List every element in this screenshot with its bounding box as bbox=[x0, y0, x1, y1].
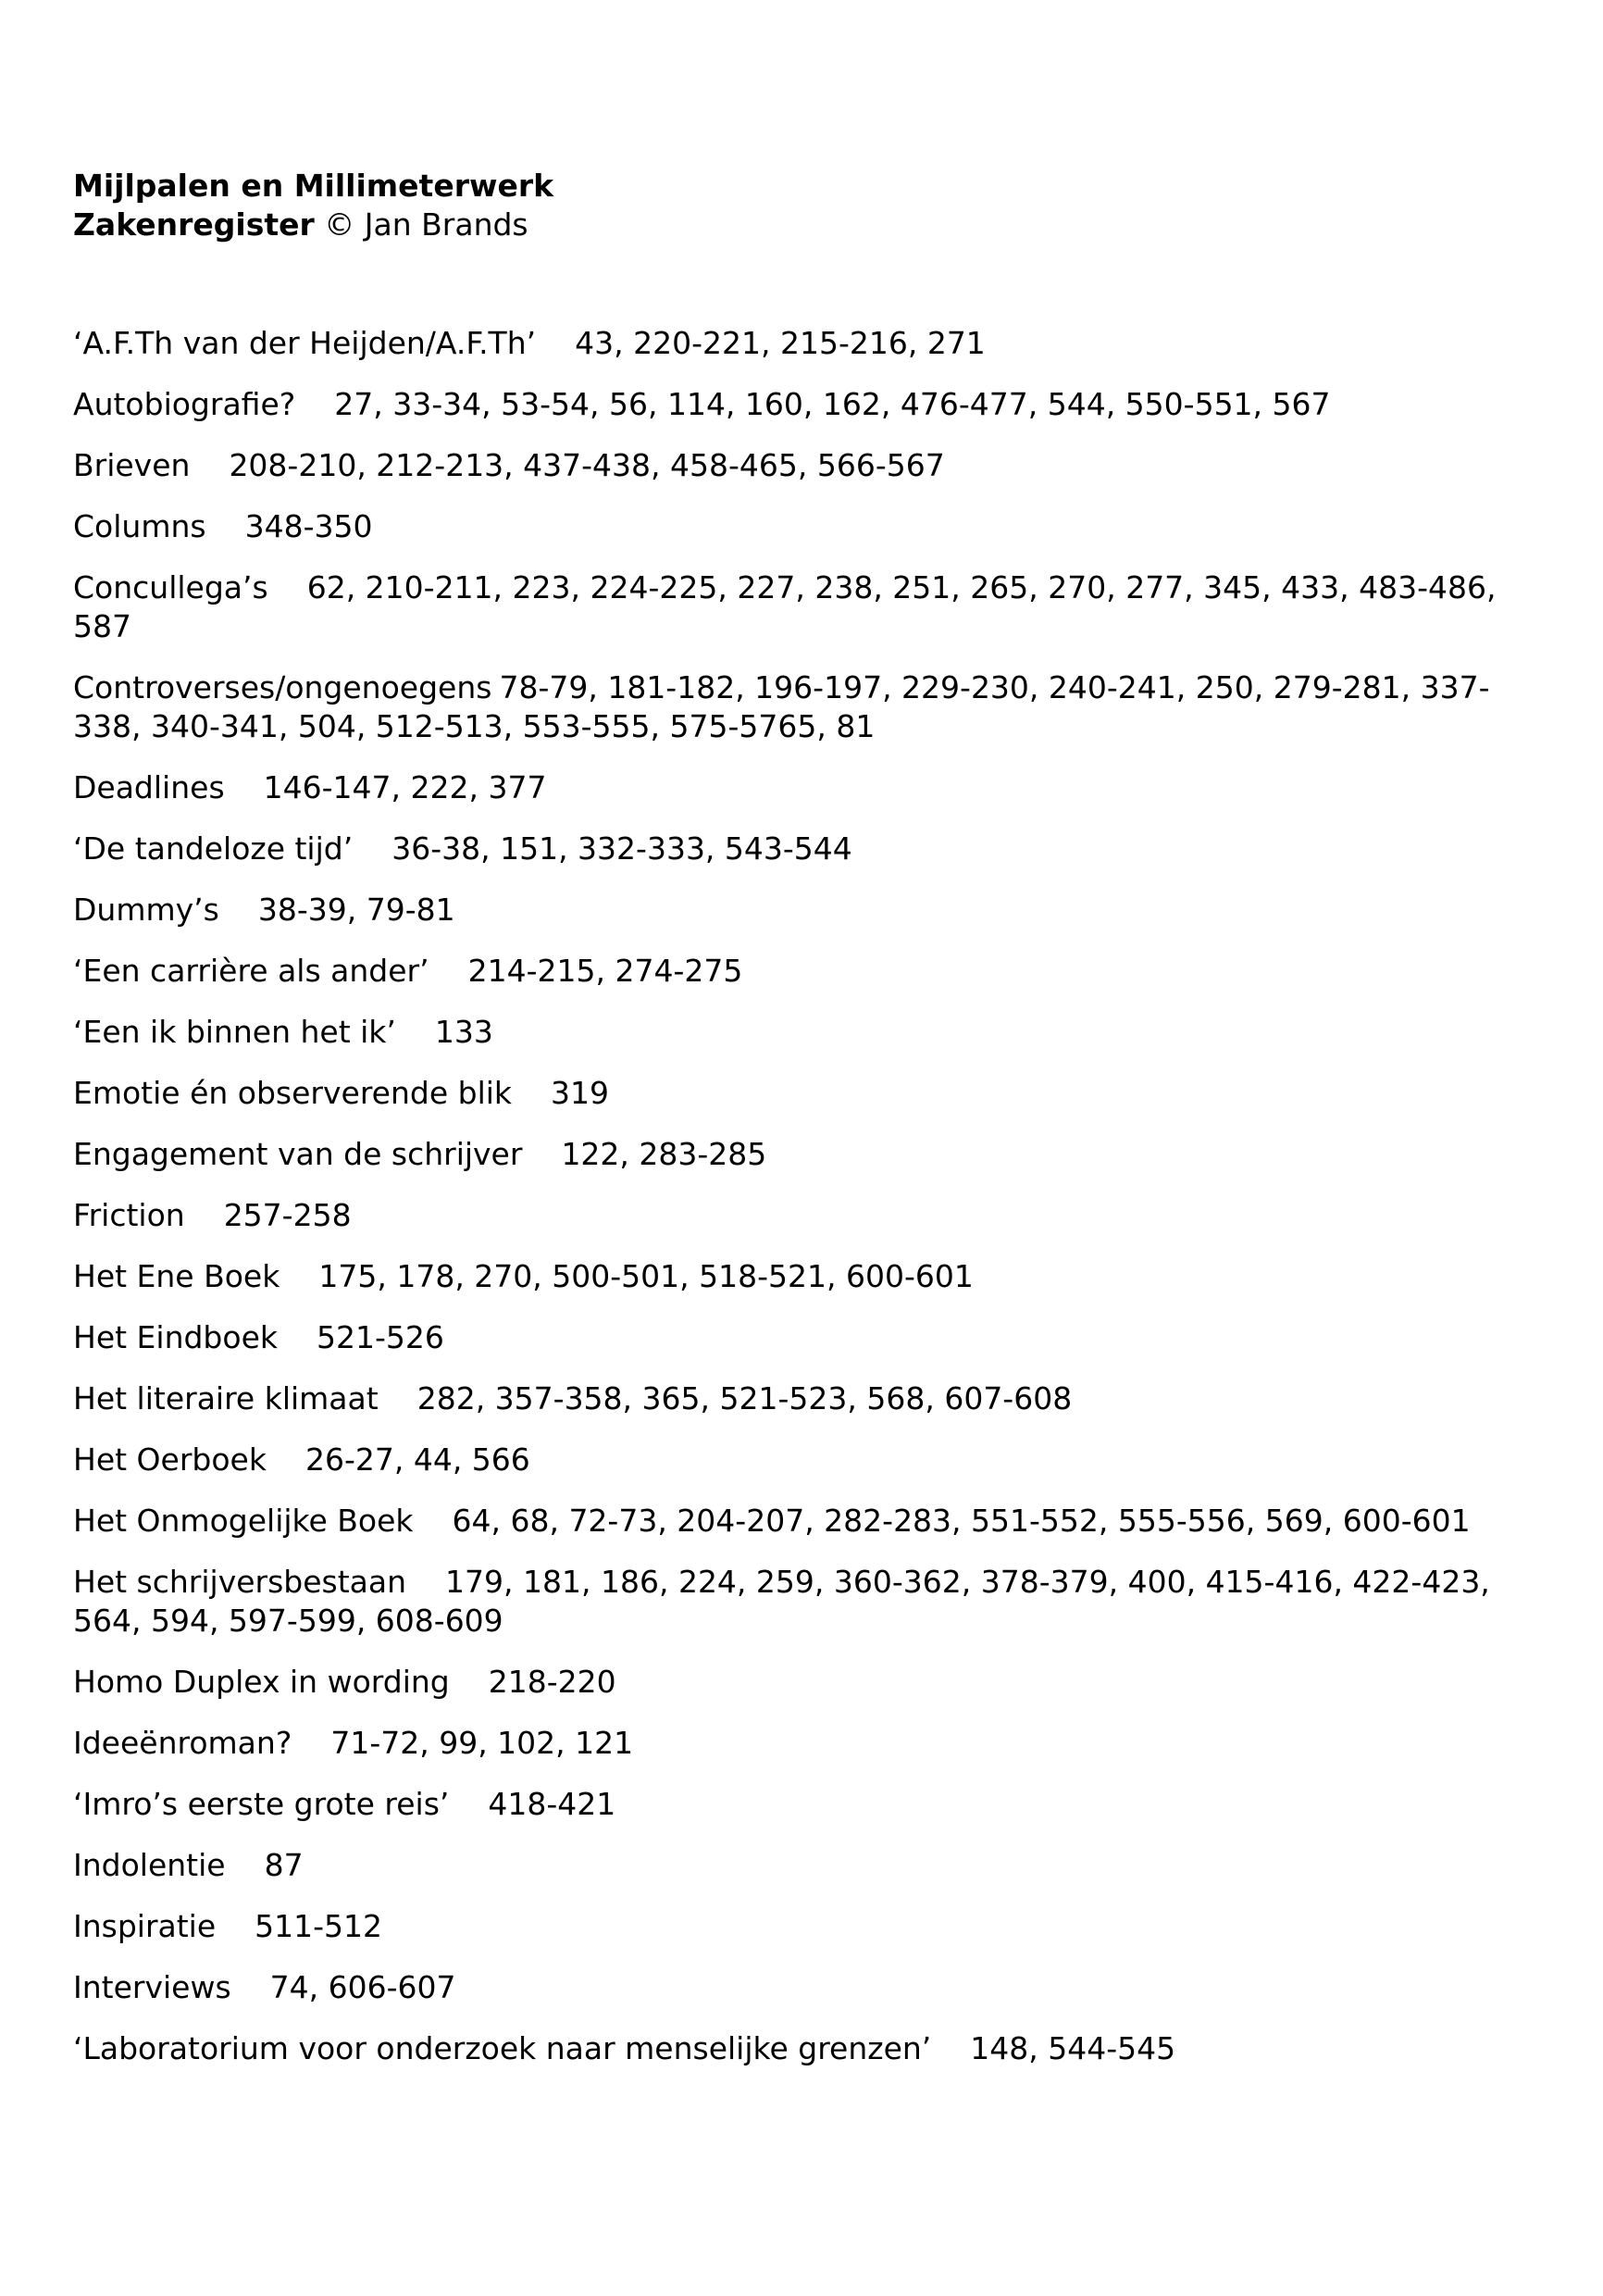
index-entry bbox=[73, 1318, 1554, 1357]
index-pages: 179, 181, 186, 224, 259, 360-362, 378-379, 400, 415-416, 422-423, 564, 594, 597-599, 608-609 bbox=[73, 1564, 1490, 1639]
index-entry bbox=[73, 1846, 1554, 1885]
index-pages: 62, 210-211, 223, 224-225, 227, 238, 251, 265, 270, 277, 345, 433, 483-486, 587 bbox=[73, 569, 1497, 644]
index-entry bbox=[73, 1135, 1554, 1174]
index-entry bbox=[73, 1563, 1554, 1641]
index-entry bbox=[73, 385, 1554, 424]
index-term: Interviews bbox=[73, 1969, 231, 2005]
index-pages: 282, 357-358, 365, 521-523, 568, 607-608 bbox=[416, 1380, 1073, 1416]
document-subtitle bbox=[73, 206, 1554, 244]
index-pages: 122, 283-285 bbox=[561, 1136, 767, 1172]
index-term: Homo Duplex in wording bbox=[73, 1664, 450, 1700]
index-entry bbox=[73, 1013, 1554, 1052]
index-pages: 348-350 bbox=[244, 508, 373, 544]
index-pages: 43, 220-221, 215-216, 271 bbox=[575, 325, 986, 361]
index-pages: 175, 178, 270, 500-501, 518-521, 600-601 bbox=[318, 1258, 974, 1294]
index-term: Emotie én observerende blik bbox=[73, 1075, 513, 1111]
document-header bbox=[73, 167, 1554, 244]
index-entry bbox=[73, 1724, 1554, 1763]
index-term: Engagement van de schrijver bbox=[73, 1136, 523, 1172]
subtitle-bold: Zakenregister bbox=[73, 206, 315, 243]
index-term: ‘Een ik binnen het ik’ bbox=[73, 1014, 396, 1050]
index-pages: 71-72, 99, 102, 121 bbox=[330, 1725, 634, 1761]
index-term: Het Ene Boek bbox=[73, 1258, 280, 1294]
index-entry bbox=[73, 1785, 1554, 1824]
index-term: Het literaire klimaat bbox=[73, 1380, 379, 1416]
index-entry bbox=[73, 668, 1554, 746]
index-term: Ideeënroman? bbox=[73, 1725, 292, 1761]
index-pages: 64, 68, 72-73, 204-207, 282-283, 551-552, 555-556, 569, 600-601 bbox=[452, 1503, 1471, 1539]
index-pages: 146-147, 222, 377 bbox=[263, 769, 547, 805]
index-entry bbox=[73, 507, 1554, 546]
index-entry bbox=[73, 768, 1554, 807]
index-entry bbox=[73, 830, 1554, 868]
index-term: ‘Imro’s eerste grote reis’ bbox=[73, 1786, 450, 1822]
index-entry bbox=[73, 2029, 1554, 2068]
index-entry bbox=[73, 446, 1554, 485]
index-pages: 38-39, 79-81 bbox=[257, 892, 455, 928]
index-entry bbox=[73, 568, 1554, 646]
index-pages: 78-79, 181-182, 196-197, 229-230, 240-241, 250, 279-281, 337-338, 340-341, 504, 512-513, 553-555, 575-5765, 81 bbox=[73, 669, 1490, 744]
index-pages: 511-512 bbox=[255, 1908, 383, 1944]
index-entry bbox=[73, 1379, 1554, 1418]
index-entry bbox=[73, 1663, 1554, 1702]
index-term: ‘Laboratorium voor onderzoek naar menselijke grenzen’ bbox=[73, 2030, 932, 2066]
index-term: Controverses/ongenoegens bbox=[73, 669, 492, 705]
index-pages: 87 bbox=[264, 1847, 304, 1883]
index-term: Inspiratie bbox=[73, 1908, 217, 1944]
index-term: ‘Een carrière als ander’ bbox=[73, 953, 429, 989]
index-pages: 148, 544-545 bbox=[970, 2030, 1176, 2066]
header-block bbox=[73, 167, 1554, 244]
index-term: ‘De tandeloze tijd’ bbox=[73, 830, 354, 867]
index-pages: 218-220 bbox=[488, 1664, 616, 1700]
index-term: Dummy’s bbox=[73, 892, 219, 928]
index-pages: 36-38, 151, 332-333, 543-544 bbox=[391, 830, 852, 867]
index-entry bbox=[73, 891, 1554, 930]
index-term: Friction bbox=[73, 1197, 185, 1233]
index-entry bbox=[73, 1074, 1554, 1113]
index-pages: 521-526 bbox=[316, 1319, 444, 1355]
index-entry bbox=[73, 1907, 1554, 1946]
index-term: Concullega’s bbox=[73, 569, 268, 605]
index-pages: 74, 606-607 bbox=[269, 1969, 456, 2005]
index-entry bbox=[73, 324, 1554, 363]
index-pages: 418-421 bbox=[488, 1786, 616, 1822]
index-term: ‘A.F.Th van der Heijden/A.F.Th’ bbox=[73, 325, 537, 361]
index-pages: 27, 33-34, 53-54, 56, 114, 160, 162, 476-477, 544, 550-551, 567 bbox=[334, 386, 1331, 422]
index-term: Deadlines bbox=[73, 769, 225, 805]
index-term: Autobiografie? bbox=[73, 386, 296, 422]
index-term: Het Onmogelijke Boek bbox=[73, 1503, 414, 1539]
index-pages: 26-27, 44, 566 bbox=[304, 1441, 530, 1478]
index-entry bbox=[73, 1968, 1554, 2007]
index-list bbox=[73, 324, 1554, 2090]
index-entry bbox=[73, 952, 1554, 991]
index-term: Het schrijversbestaan bbox=[73, 1564, 407, 1600]
index-entry bbox=[73, 1502, 1554, 1541]
index-term: Brieven bbox=[73, 447, 191, 483]
index-entry bbox=[73, 1196, 1554, 1235]
index-pages: 208-210, 212-213, 437-438, 458-465, 566-567 bbox=[229, 447, 945, 483]
document-title: Mijlpalen en Millimeterwerk bbox=[73, 168, 554, 204]
index-entry bbox=[73, 1257, 1554, 1296]
index-entry bbox=[73, 1441, 1554, 1479]
index-term: Indolentie bbox=[73, 1847, 226, 1883]
index-pages: 214-215, 274-275 bbox=[467, 953, 743, 989]
index-term: Columns bbox=[73, 508, 206, 544]
index-term: Het Oerboek bbox=[73, 1441, 267, 1478]
subtitle-rest: © Jan Brands bbox=[314, 206, 528, 243]
index-term: Het Eindboek bbox=[73, 1319, 278, 1355]
index-pages: 257-258 bbox=[223, 1197, 352, 1233]
index-pages: 133 bbox=[434, 1014, 493, 1050]
index-pages: 319 bbox=[551, 1075, 610, 1111]
